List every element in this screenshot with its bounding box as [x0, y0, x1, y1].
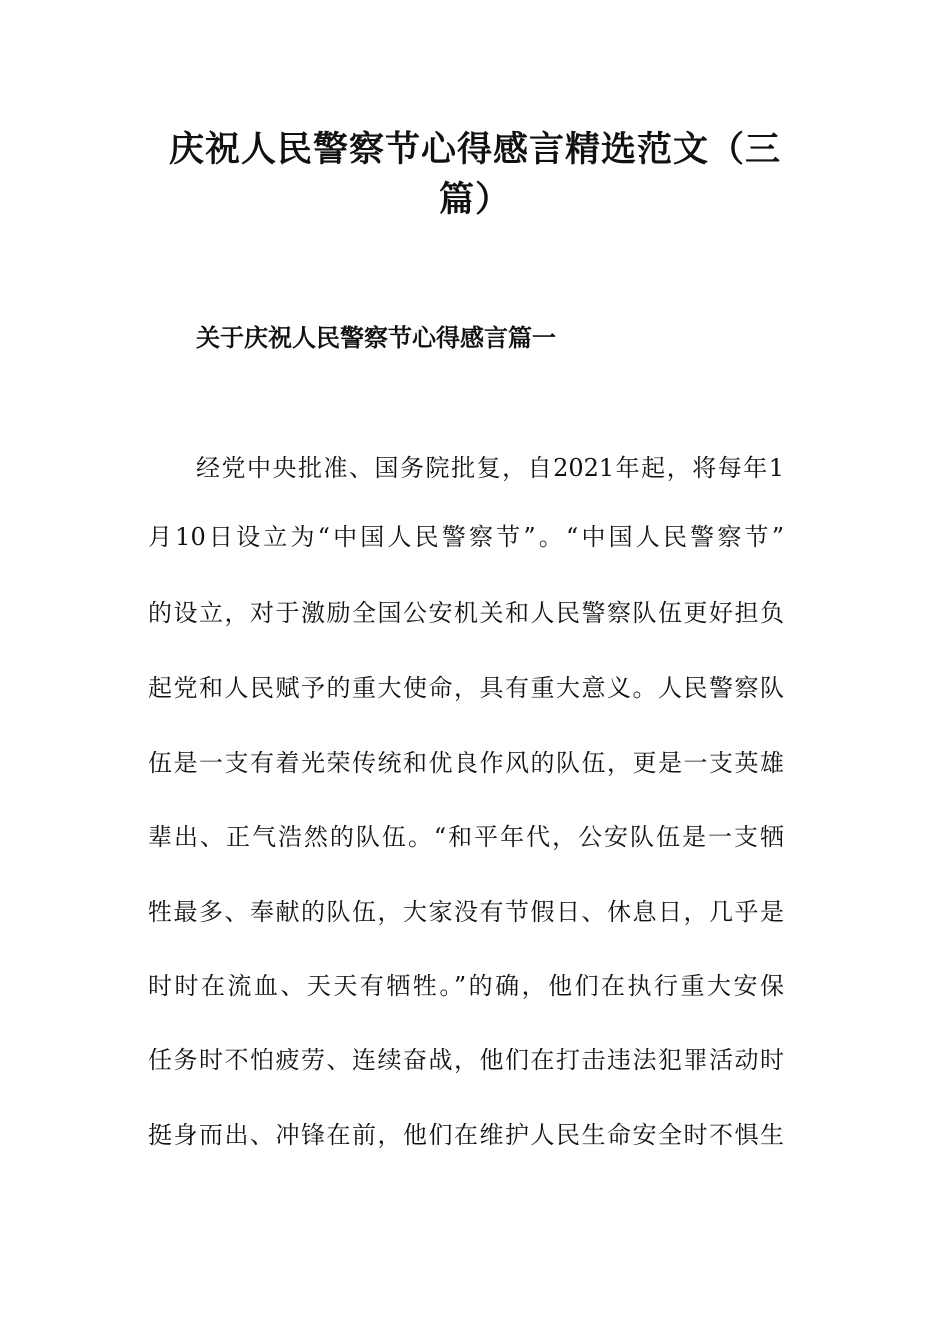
paragraph-line: 的设立，对于激励全国公安机关和人民警察队伍更好担负: [148, 599, 784, 627]
paragraph-line: 起党和人民赋予的重大使命，具有重大意义。人民警察队: [148, 674, 784, 702]
document-title-line-1: 庆祝人民警察节心得感言精选范文（三: [168, 129, 781, 170]
document-title-line-2: 篇）: [438, 179, 511, 220]
paragraph-line: 辈出、正气浩然的队伍。“和平年代，公安队伍是一支牺: [148, 823, 784, 851]
paragraph-line: 月10日设立为“中国人民警察节”。“中国人民警察节”: [148, 523, 784, 551]
paragraph-line: 牲最多、奉献的队伍，大家没有节假日、休息日，几乎是: [148, 898, 784, 926]
paragraph-line: 经党中央批准、国务院批复，自2021年起，将每年1: [196, 454, 784, 482]
paragraph-line: 任务时不怕疲劳、连续奋战，他们在打击违法犯罪活动时: [148, 1046, 784, 1074]
section-heading: 关于庆祝人民警察节心得感言篇一: [196, 323, 556, 352]
paragraph-line: 伍是一支有着光荣传统和优良作风的队伍，更是一支英雄: [148, 749, 784, 777]
paragraph-line: 时时在流血、天天有牺牲。”的确，他们在执行重大安保: [148, 972, 784, 1000]
paragraph-line: 挺身而出、冲锋在前，他们在维护人民生命安全时不惧生: [148, 1121, 784, 1149]
